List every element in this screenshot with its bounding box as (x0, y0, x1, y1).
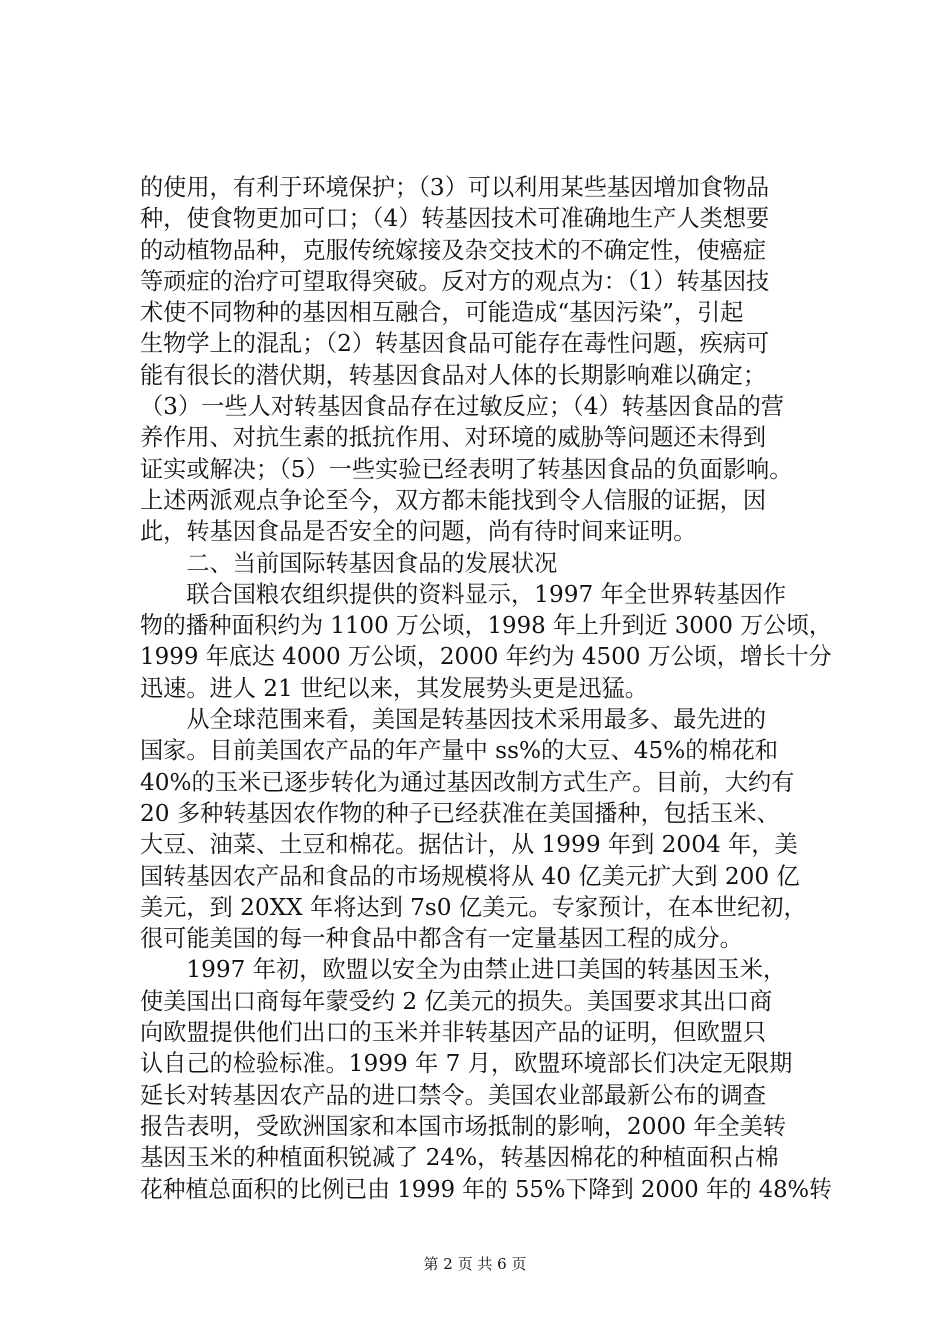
text-line: 40%的玉米已逐步转化为通过基因改制方式生产。目前，大约有 (140, 768, 795, 796)
section-heading: 二、当前国际转基因食品的发展状况 (140, 549, 558, 577)
text-line: 此，转基因食品是否安全的问题，尚有待时间来证明。 (140, 518, 697, 546)
text-line: 向欧盟提供他们出口的玉米并非转基因产品的证明，但欧盟只 (140, 1019, 767, 1047)
text-line: 20 多种转基因农作物的种子已经获准在美国播种，包括玉米、 (140, 799, 780, 827)
text-line: 基因玉米的种植面积锐减了 24%，转基因棉花的种植面积占棉 (140, 1144, 779, 1172)
text-line: 大豆、油菜、土豆和棉花。据估计，从 1999 年到 2004 年，美 (140, 831, 798, 859)
text-line: 延长对转基因农产品的进口禁令。美国农业部最新公布的调查 (140, 1081, 767, 1109)
text-line: 术使不同物种的基因相互融合，可能造成“基因污染”，引起 (140, 299, 744, 327)
text-line: 联合国粮农组织提供的资料显示，1997 年全世界转基因作 (140, 580, 787, 608)
text-line: 1999 年底达 4000 万公顷，2000 年约为 4500 万公顷，增长十分 (140, 643, 832, 671)
text-line: 从全球范围来看，美国是转基因技术采用最多、最先进的 (140, 706, 767, 734)
text-line: 美元，到 20XX 年将达到 7s0 亿美元。专家预计，在本世纪初， (140, 893, 807, 921)
text-line: 国转基因农产品和食品的市场规模将从 40 亿美元扩大到 200 亿 (140, 862, 800, 890)
body-text (140, 172, 832, 1205)
text-line: 很可能美国的每一种食品中都含有一定量基因工程的成分。 (140, 925, 743, 953)
text-line: 养作用、对抗生素的抵抗作用、对环境的威胁等问题还未得到 (140, 424, 767, 452)
text-line: 的使用，有利于环境保护；（3）可以利用某些基因增加食物品 (140, 174, 770, 201)
text-line: 使美国出口商每年蒙受约 2 亿美元的损失。美国要求其出口商 (140, 987, 773, 1015)
text-line: 能有很长的潜伏期，转基因食品对人体的长期影响难以确定； (140, 361, 767, 389)
text-line: 国家。目前美国农产品的年产量中 ss%的大豆、45%的棉花和 (140, 737, 779, 765)
text-line: 上述两派观点争论至今，双方都未能找到令人信服的证据，因 (140, 486, 767, 514)
text-line: 生物学上的混乱；（2）转基因食品可能存在毒性问题，疾病可 (140, 330, 770, 358)
text-line: 证实或解决；（5）一些实验已经表明了转基因食品的负面影响。 (140, 455, 793, 483)
text-line: （3）一些人对转基因食品存在过敏反应；（4）转基因食品的营 (140, 393, 784, 421)
text-line: 的动植物品种，克服传统嫁接及杂交技术的不确定性，使癌症 (140, 236, 767, 264)
text-line: 迅速。进人 21 世纪以来，其发展势头更是迅猛。 (140, 674, 648, 702)
text-line: 物的播种面积约为 1100 万公顷，1998 年上升到近 3000 万公顷， (140, 612, 832, 640)
page-number-footer: 第 2 页 共 6 页 (423, 1255, 527, 1273)
text-line: 1997 年初，欧盟以安全为由禁止进口美国的转基因玉米， (140, 956, 787, 984)
text-line: 等顽症的治疗可望取得突破。反对方的观点为：（1）转基因技 (140, 267, 770, 295)
text-line: 花种植总面积的比例已由 1999 年的 55%下降到 2000 年的 48%转 (140, 1175, 832, 1203)
text-line: 认自己的检验标准。1999 年 7 月，欧盟环境部长们决定无限期 (140, 1050, 793, 1078)
text-line: 种，使食物更加可口；（4）转基因技术可准确地生产人类想要 (140, 205, 770, 233)
text-line: 报告表明，受欧洲国家和本国市场抵制的影响，2000 年全美转 (140, 1112, 787, 1140)
